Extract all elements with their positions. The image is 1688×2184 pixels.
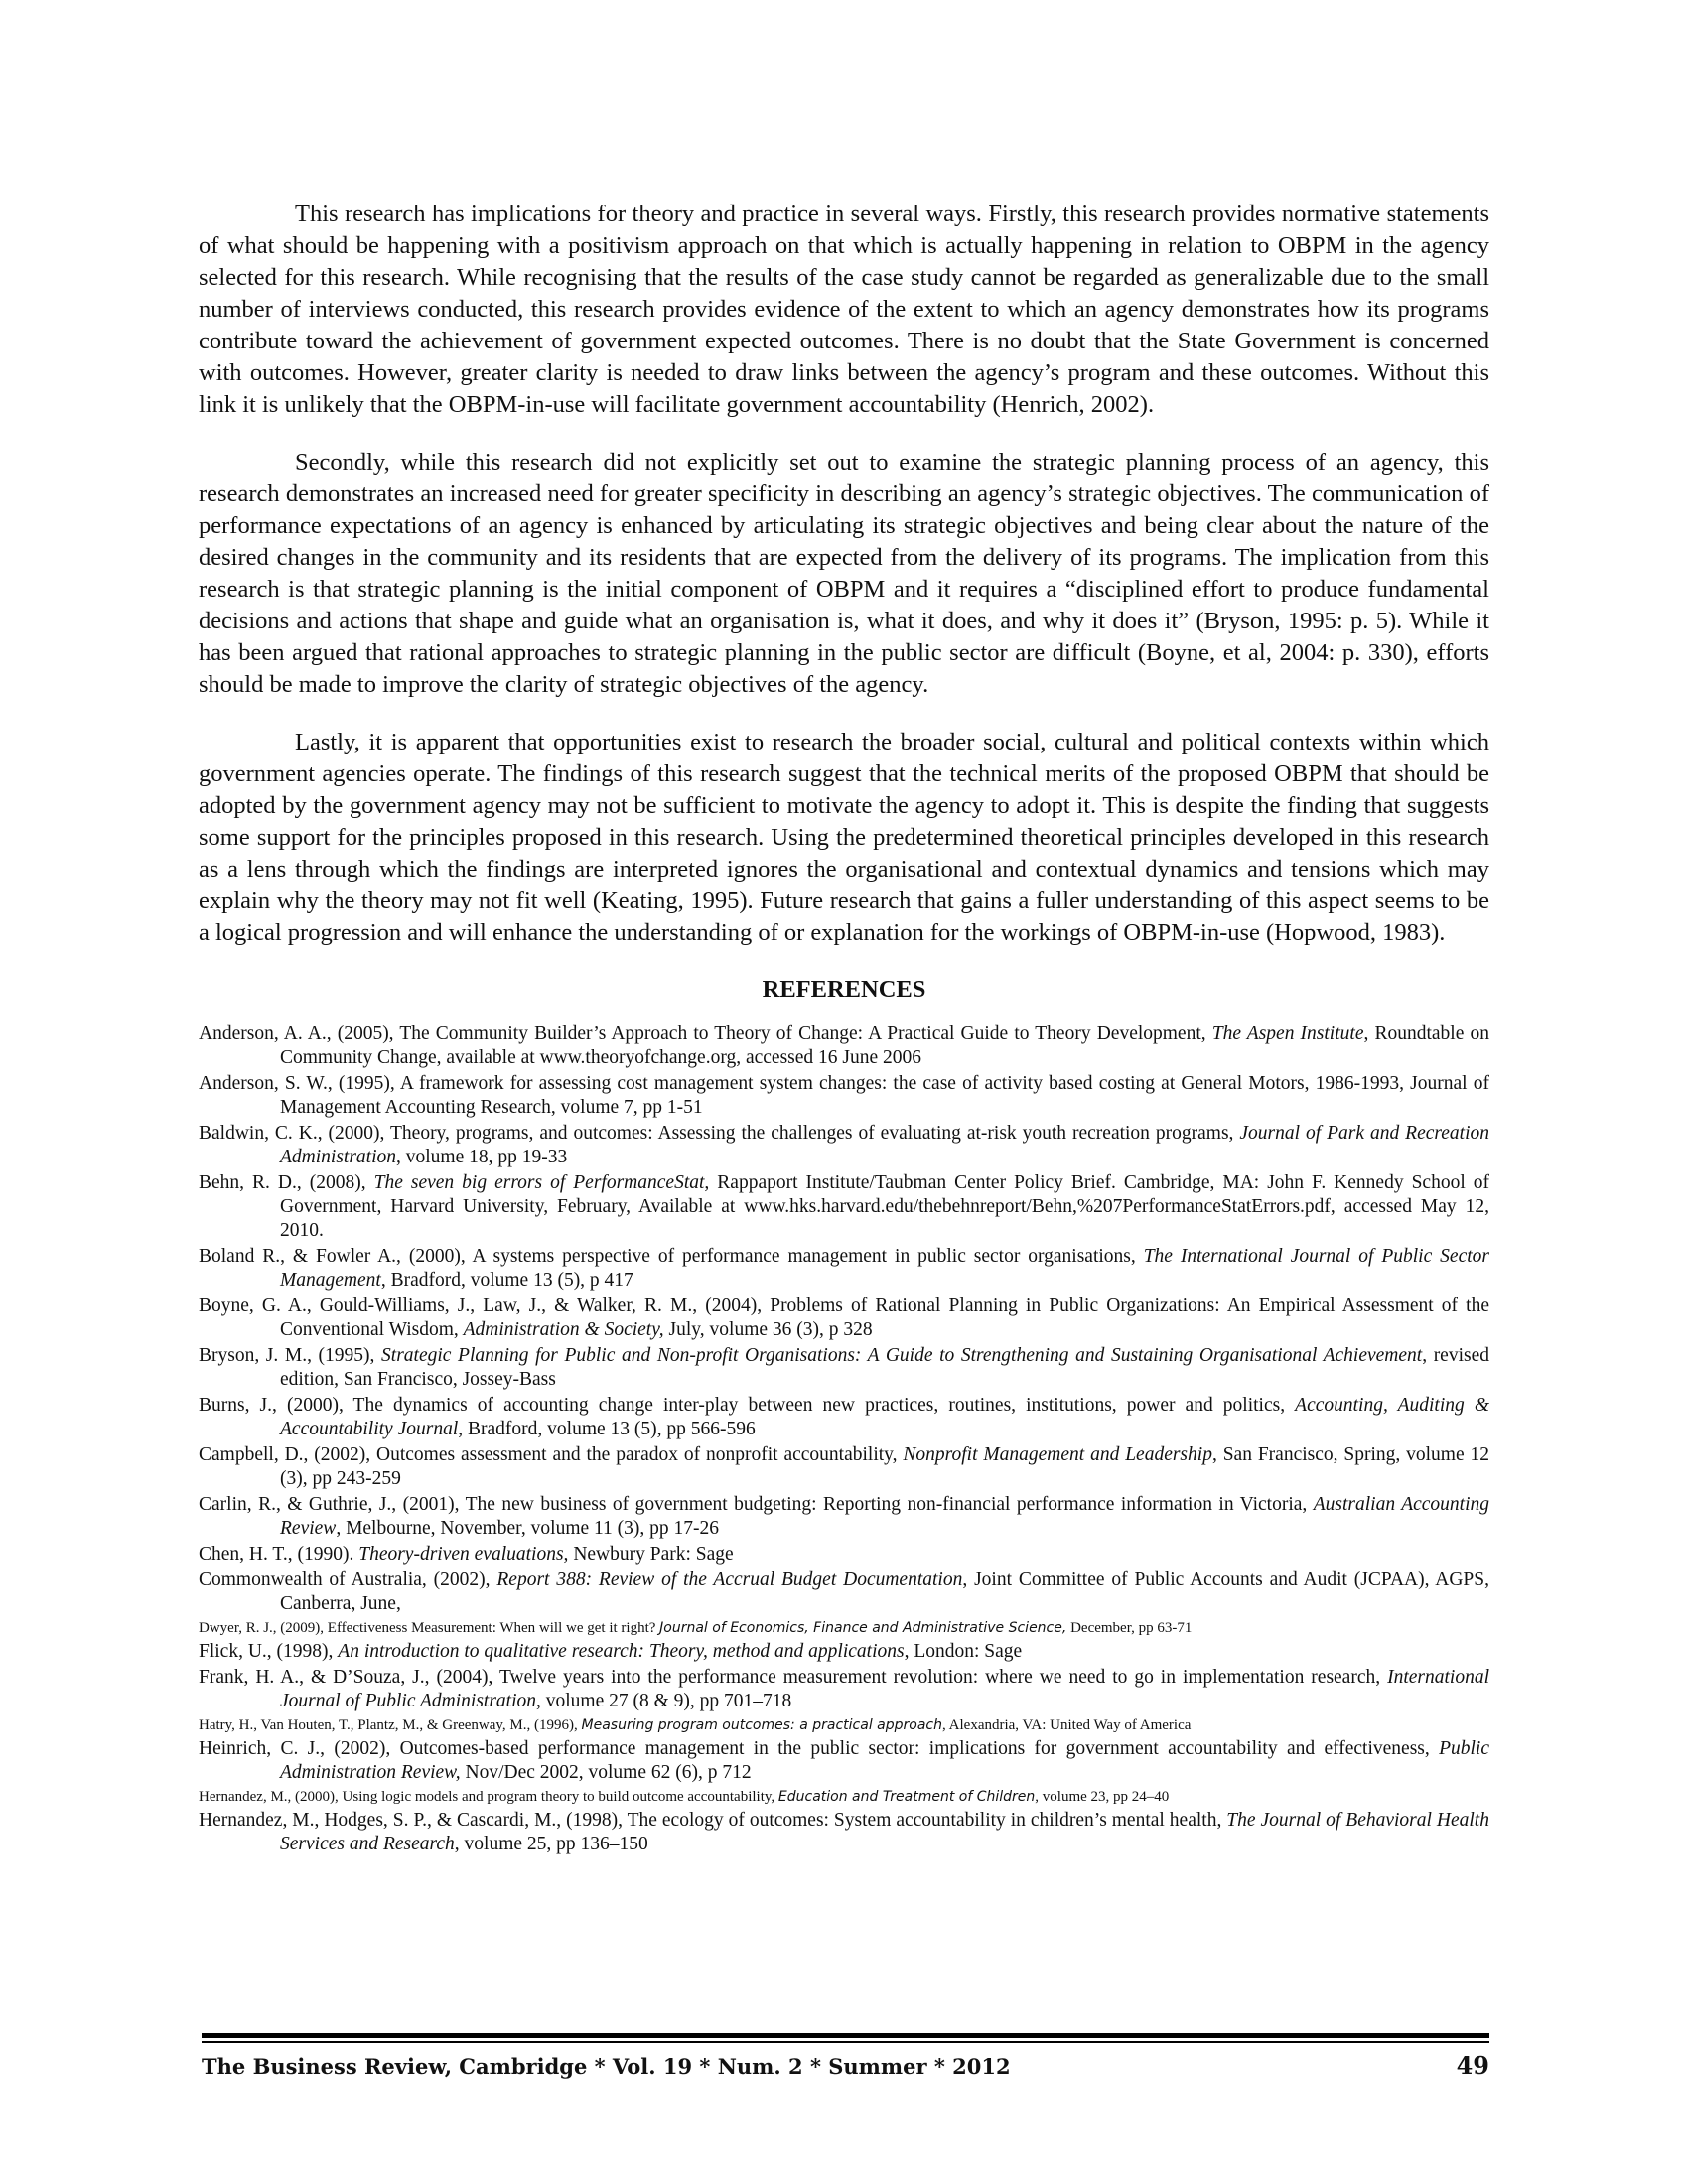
reference-entry	[199, 1737, 1489, 1785]
reference-italic-title: Accounting, Auditing & Accountability Journal	[280, 1395, 1489, 1439]
reference-entry	[199, 1171, 1489, 1243]
body-paragraph: This research has implications for theory and practice in several ways. Firstly, this research provides normative statements of what should be happening with a positivism approach on that which is actually happening in relation to OBPM in the agency selected for this research. While recognising that the results of the case study cannot be regarded as generalizable due to the small number of interviews conducted, this research provides evidence of the extent to which an agency demonstrates how its programs contribute toward the achievement of government expected outcomes. There is no doubt that the State Government is concerned with outcomes. However, greater clarity is needed to draw links between the agency’s program and these outcomes. Without this link it is unlikely that the OBPM-in-use will facilitate government accountability (Henrich, 2002).	[199, 201, 1489, 418]
reference-post-text: , Joint Committee of Public Accounts and Audit (JCPAA), AGPS, Canberra, June,	[280, 1570, 1489, 1614]
reference-italic-title: An introduction to qualitative research: Theory, method and applications	[338, 1641, 905, 1662]
reference-post-text: , Bradford, volume 13 (5), pp 566-596	[458, 1419, 756, 1439]
reference-entry	[199, 1618, 1489, 1638]
reference-entry	[199, 1443, 1489, 1491]
reference-post-text: , volume 23, pp 24–40	[1035, 1789, 1170, 1805]
reference-italic-title: Strategic Planning for Public and Non-profit Organisations: A Guide to Strengthening and Sustaining Organisational Achievement	[381, 1345, 1423, 1366]
reference-pre-text: Baldwin, C. K., (2000), Theory, programs, and outcomes: Assessing the challenges of evaluating at-risk youth recreation programs,	[199, 1123, 1240, 1144]
reference-post-text: , revised edition, San Francisco, Jossey-Bass	[280, 1345, 1490, 1390]
reference-post-text: Newbury Park: Sage	[568, 1544, 734, 1565]
reference-entry	[199, 1072, 1489, 1120]
reference-pre-text: Chen, H. T., (1990).	[199, 1544, 359, 1565]
reference-entry	[199, 1394, 1489, 1441]
reference-post-text: December, pp 63-71	[1066, 1620, 1193, 1636]
reference-list	[199, 1023, 1489, 1856]
reference-post-text: , Roundtable on Community Change, available at www.theoryofchange.org, accessed 16 June 2006	[280, 1024, 1490, 1068]
reference-italic-title: Journal of Park and Recreation Administration	[280, 1123, 1490, 1167]
reference-post-text: July, volume 36 (3), p 328	[663, 1319, 873, 1340]
reference-post-text: , San Francisco, Spring, volume 12 (3), pp 243-259	[280, 1444, 1490, 1489]
reference-entry	[199, 1787, 1489, 1807]
reference-pre-text: Commonwealth of Australia, (2002),	[199, 1570, 497, 1590]
reference-entry	[199, 1809, 1489, 1856]
article-body	[199, 199, 1489, 1858]
reference-pre-text: Frank, H. A., & D’Souza, J., (2004), Twelve years into the performance measurement revolution: where we need to go in implementation research,	[199, 1667, 1388, 1688]
reference-italic-title: Education and Treatment of Children	[777, 1789, 1036, 1805]
reference-entry	[199, 1344, 1489, 1392]
reference-post-text: , Bradford, volume 13 (5), p 417	[380, 1270, 633, 1291]
reference-italic-title: Report 388: Review of the Accrual Budget Documentation	[496, 1570, 963, 1590]
reference-post-text: , Alexandria, VA: United Way of America	[941, 1717, 1192, 1733]
reference-italic-title: Measuring program outcomes: a practical approach	[581, 1717, 942, 1733]
page-number: 49	[1456, 2051, 1489, 2080]
reference-pre-text: Campbell, D., (2002), Outcomes assessment and the paradox of nonprofit accountability,	[199, 1444, 904, 1465]
reference-pre-text: Behn, R. D., (2008),	[199, 1172, 374, 1193]
reference-pre-text: Boland R., & Fowler A., (2000), A systems perspective of performance management in public sector organisations,	[199, 1246, 1144, 1267]
reference-italic-title: Administration & Society,	[463, 1319, 664, 1340]
reference-italic-title: The Journal of Behavioral Health Services and Research	[280, 1810, 1489, 1854]
reference-entry	[199, 1543, 1489, 1567]
references-heading: REFERENCES	[762, 976, 926, 1003]
reference-entry	[199, 1569, 1489, 1616]
reference-pre-text: Bryson, J. M., (1995),	[199, 1345, 382, 1366]
reference-italic-title: Australian Accounting Review	[280, 1494, 1490, 1539]
reference-pre-text: Anderson, S. W., (1995), A framework for assessing cost management system changes: the case of activity based costing at General Motors, 1986-1993, Journal of Management Accounting Research, volume 7, pp 1-51	[199, 1073, 1489, 1118]
reference-post-text: , Melbourne, November, volume 11 (3), pp 17-26	[336, 1518, 720, 1539]
reference-italic-title: Journal of Economics, Finance and Administrative Science,	[659, 1620, 1067, 1636]
reference-italic-title: The Aspen Institute	[1211, 1024, 1364, 1044]
footer-journal-title: The Business Review, Cambridge * Vol. 19 * Num. 2 * Summer * 2012	[202, 2054, 1011, 2079]
reference-entry	[199, 1493, 1489, 1541]
reference-italic-title: The International Journal of Public Sector Management	[280, 1246, 1489, 1291]
reference-pre-text: Hatry, H., Van Houten, T., Plantz, M., & Greenway, M., (1996),	[199, 1717, 582, 1733]
reference-pre-text: Anderson, A. A., (2005), The Community Builder’s Approach to Theory of Change: A Practical Guide to Theory Development,	[199, 1024, 1212, 1044]
reference-italic-title: Theory-driven evaluations,	[358, 1544, 569, 1565]
reference-pre-text: Burns, J., (2000), The dynamics of accounting change inter-play between new practices, routines, institutions, power and politics,	[199, 1395, 1296, 1416]
reference-pre-text: Boyne, G. A., Gould-Williams, J., Law, J., & Walker, R. M., (2004), Problems of Rational Planning in Public Organizations: An Empirical Assessment of the Conventional Wisdom,	[199, 1296, 1489, 1340]
reference-entry	[199, 1640, 1489, 1664]
reference-italic-title: Nonprofit Management and Leadership	[903, 1444, 1212, 1465]
reference-pre-text: Dwyer, R. J., (2009), Effectiveness Measurement: When will we get it right?	[199, 1620, 660, 1636]
reference-entry	[199, 1245, 1489, 1293]
reference-post-text: , volume 18, pp 19-33	[396, 1147, 568, 1167]
reference-entry	[199, 1715, 1489, 1735]
reference-entry	[199, 1666, 1489, 1713]
footer-rule-thin	[202, 2041, 1489, 2043]
reference-italic-title: The seven big errors of PerformanceStat,	[373, 1172, 710, 1193]
reference-entry	[199, 1023, 1489, 1070]
body-paragraph: Secondly, while this research did not explicitly set out to examine the strategic planning process of an agency, this research demonstrates an increased need for greater specificity in describing an agency’s strategic objectives. The communication of performance expectations of an agency is enhanced by articulating its strategic objectives and being clear about the nature of the desired changes in the community and its residents that are expected from the delivery of its programs. The implication from this research is that strategic planning is the initial component of OBPM and it requires a “disciplined effort to produce fundamental decisions and actions that shape and guide what an organisation is, what it does, and why it does it” (Bryson, 1995: p. 5). While it has been argued that rational approaches to strategic planning in the public sector are difficult (Boyne, et al, 2004: p. 330), efforts should be made to improve the clarity of strategic objectives of the agency.	[199, 449, 1489, 698]
body-paragraph: Lastly, it is apparent that opportunities exist to research the broader social, cultural and political contexts within which government agencies operate. The findings of this research suggest that the technical merits of the proposed OBPM that should be adopted by the government agency may not be sufficient to motivate the agency to adopt it. This is despite the finding that suggests some support for the principles proposed in this research. Using the predetermined theoretical principles developed in this research as a lens through which the findings are interpreted ignores the organisational and contextual dynamics and tensions which may explain why the theory may not fit well (Keating, 1995). Future research that gains a fuller understanding of this aspect seems to be a logical progression and will enhance the understanding of or explanation for the workings of OBPM-in-use (Hopwood, 1983).	[199, 729, 1489, 946]
reference-post-text: , volume 25, pp 136–150	[454, 1834, 648, 1854]
reference-pre-text: Hernandez, M., (2000), Using logic models and program theory to build outcome accountability,	[199, 1789, 778, 1805]
reference-post-text: Rappaport Institute/Taubman Center Policy Brief. Cambridge, MA: John F. Kennedy School of Government, Harvard University, February, Available at www.hks.harvard.edu/thebehnreport/Behn,%207PerformanceStatErrors.pdf, accessed May 12, 2010.	[280, 1172, 1489, 1241]
reference-pre-text: Flick, U., (1998),	[199, 1641, 339, 1662]
footer-rule	[202, 2033, 1489, 2038]
reference-italic-title: International Journal of Public Administration	[280, 1667, 1489, 1711]
reference-post-text: , London: Sage	[904, 1641, 1023, 1662]
reference-pre-text: Hernandez, M., Hodges, S. P., & Cascardi, M., (1998), The ecology of outcomes: System accountability in children’s mental health,	[199, 1810, 1227, 1831]
reference-italic-title: Public Administration Review,	[280, 1738, 1489, 1783]
reference-pre-text: Carlin, R., & Guthrie, J., (2001), The new business of government budgeting: Reporting non-financial performance information in Victoria,	[199, 1494, 1314, 1515]
reference-post-text: , volume 27 (8 & 9), pp 701–718	[536, 1691, 792, 1711]
reference-entry	[199, 1295, 1489, 1342]
reference-post-text: Nov/Dec 2002, volume 62 (6), p 712	[460, 1762, 752, 1783]
reference-pre-text: Heinrich, C. J., (2002), Outcomes-based performance management in the public sector: implications for government accountability and effectiveness,	[199, 1738, 1440, 1759]
reference-entry	[199, 1122, 1489, 1169]
